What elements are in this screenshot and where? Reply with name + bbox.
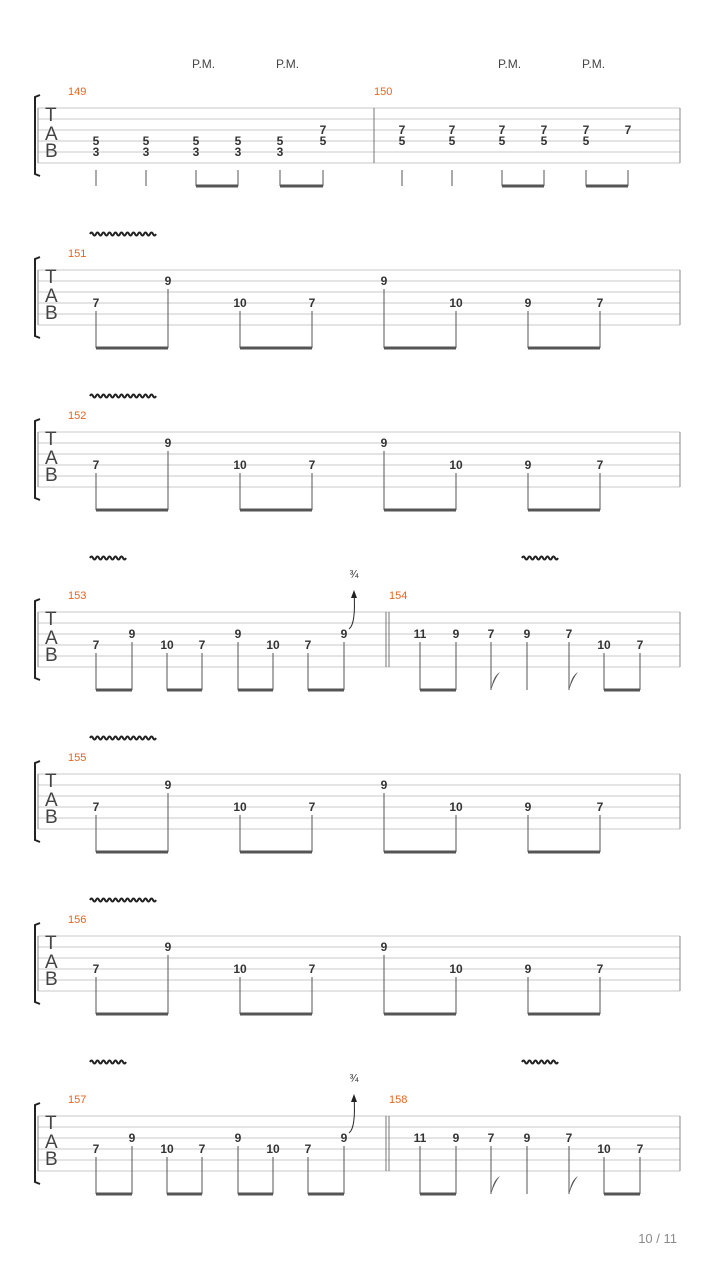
measure-number: 156	[68, 914, 87, 926]
beam	[240, 1013, 312, 1016]
note-flag	[569, 1176, 578, 1194]
fret-number: 9	[234, 1131, 242, 1145]
fret-number: 7	[448, 123, 456, 137]
fret-number: 7	[304, 638, 312, 652]
beam	[384, 509, 456, 512]
beam	[96, 851, 168, 854]
measure-number: 151	[68, 248, 87, 260]
fret-number: 3	[234, 145, 242, 159]
fret-number: 9	[523, 627, 531, 641]
tab-letter-b: B	[45, 969, 58, 990]
beam	[308, 1193, 344, 1196]
fret-number: 10	[233, 800, 247, 814]
bend-arrowhead	[351, 1094, 357, 1102]
measure-number: 150	[374, 86, 393, 98]
beam	[528, 1013, 600, 1016]
fret-number: 9	[380, 778, 388, 792]
tab-letter-a: A	[45, 628, 58, 649]
tab-letter-t: T	[45, 429, 57, 450]
beam	[384, 347, 456, 350]
fret-number: 10	[266, 1142, 280, 1156]
fret-number: 10	[266, 638, 280, 652]
fret-number: 5	[234, 134, 242, 148]
beam	[167, 689, 202, 692]
palm-mute-label: P.M.	[276, 57, 300, 71]
tab-letter-a: A	[45, 286, 58, 307]
fret-number: 10	[449, 458, 463, 472]
fret-number: 7	[636, 638, 644, 652]
fret-number: 7	[596, 962, 604, 976]
page-number: 10 / 11	[638, 1231, 677, 1246]
fret-number: 3	[276, 145, 284, 159]
fret-number: 9	[340, 627, 348, 641]
fret-number: 7	[198, 638, 206, 652]
fret-number: 3	[92, 145, 100, 159]
palm-mute-label: P.M.	[192, 57, 216, 71]
beam	[604, 1193, 640, 1196]
beam	[96, 1193, 132, 1196]
tab-letter-b: B	[45, 465, 58, 486]
note-flag	[569, 672, 578, 690]
tab-letter-b: B	[45, 807, 58, 828]
beam	[240, 509, 312, 512]
fret-number: 7	[624, 123, 632, 137]
tab-letter-b: B	[45, 303, 58, 324]
bend-label: ¾	[349, 569, 359, 581]
fret-number: 7	[540, 123, 548, 137]
tab-letter-a: A	[45, 1132, 58, 1153]
fret-number: 7	[596, 458, 604, 472]
fret-number: 7	[308, 458, 316, 472]
fret-number: 9	[128, 627, 136, 641]
bend-label: ¾	[349, 1073, 359, 1085]
vibrato-mark	[90, 899, 156, 902]
fret-number: 10	[233, 296, 247, 310]
tab-letter-b: B	[45, 645, 58, 666]
fret-number: 11	[413, 1131, 427, 1145]
fret-number: 7	[565, 1131, 573, 1145]
bend-arrowhead	[351, 590, 357, 598]
vibrato-mark	[90, 737, 156, 740]
fret-number: 9	[128, 1131, 136, 1145]
vibrato-mark	[90, 233, 156, 236]
fret-number: 5	[582, 134, 590, 148]
tab-letter-b: B	[45, 1149, 58, 1170]
measure-number: 152	[68, 410, 87, 422]
fret-number: 10	[449, 962, 463, 976]
fret-number: 9	[452, 1131, 460, 1145]
tab-letter-a: A	[45, 952, 58, 973]
measure-number: 158	[389, 1094, 408, 1106]
fret-number: 5	[276, 134, 284, 148]
beam	[384, 1013, 456, 1016]
fret-number: 10	[597, 638, 611, 652]
fret-number: 10	[233, 458, 247, 472]
measure-number: 153	[68, 590, 87, 602]
beam	[586, 185, 628, 188]
measure-number: 154	[389, 590, 408, 602]
measure-number: 155	[68, 752, 87, 764]
palm-mute-label: P.M.	[582, 57, 606, 71]
fret-number: 7	[582, 123, 590, 137]
fret-number: 7	[398, 123, 406, 137]
beam	[280, 185, 323, 188]
tab-letter-a: A	[45, 448, 58, 469]
fret-number: 9	[524, 458, 532, 472]
vibrato-mark	[90, 395, 156, 398]
beam	[308, 689, 344, 692]
fret-number: 9	[524, 800, 532, 814]
fret-number: 9	[452, 627, 460, 641]
palm-mute-label: P.M.	[498, 57, 522, 71]
fret-number: 7	[92, 458, 100, 472]
fret-number: 5	[448, 134, 456, 148]
fret-number: 7	[498, 123, 506, 137]
beam	[196, 185, 238, 188]
tab-letter-t: T	[45, 609, 57, 630]
beam	[420, 689, 456, 692]
beam	[420, 1193, 456, 1196]
fret-number: 7	[319, 123, 327, 137]
beam	[502, 185, 544, 188]
fret-number: 7	[198, 1142, 206, 1156]
fret-number: 10	[233, 962, 247, 976]
tab-letter-t: T	[45, 771, 57, 792]
fret-number: 9	[164, 436, 172, 450]
fret-number: 7	[308, 962, 316, 976]
note-flag	[491, 1176, 500, 1194]
beam	[167, 1193, 202, 1196]
beam	[96, 689, 132, 692]
tab-letter-t: T	[45, 267, 57, 288]
fret-number: 11	[413, 627, 427, 641]
fret-number: 9	[380, 274, 388, 288]
fret-number: 7	[487, 1131, 495, 1145]
beam	[528, 851, 600, 854]
beam	[528, 509, 600, 512]
beam	[238, 689, 273, 692]
fret-number: 7	[92, 800, 100, 814]
fret-number: 5	[398, 134, 406, 148]
fret-number: 7	[487, 627, 495, 641]
tab-letter-t: T	[45, 1113, 57, 1134]
beam	[96, 347, 168, 350]
fret-number: 9	[234, 627, 242, 641]
tab-letter-t: T	[45, 105, 57, 126]
fret-number: 7	[596, 296, 604, 310]
tab-letter-a: A	[45, 124, 58, 145]
fret-number: 7	[92, 638, 100, 652]
fret-number: 7	[596, 800, 604, 814]
fret-number: 10	[597, 1142, 611, 1156]
tab-letter-b: B	[45, 141, 58, 162]
vibrato-mark	[90, 557, 126, 560]
fret-number: 10	[449, 800, 463, 814]
fret-number: 9	[380, 940, 388, 954]
fret-number: 7	[304, 1142, 312, 1156]
fret-number: 5	[142, 134, 150, 148]
fret-number: 7	[92, 1142, 100, 1156]
fret-number: 7	[92, 962, 100, 976]
fret-number: 9	[524, 962, 532, 976]
beam	[604, 689, 640, 692]
fret-number: 9	[164, 940, 172, 954]
fret-number: 9	[340, 1131, 348, 1145]
fret-number: 5	[319, 134, 327, 148]
fret-number: 9	[524, 296, 532, 310]
fret-number: 7	[308, 800, 316, 814]
fret-number: 10	[449, 296, 463, 310]
fret-number: 7	[565, 627, 573, 641]
fret-number: 5	[92, 134, 100, 148]
note-flag	[491, 672, 500, 690]
tab-letter-a: A	[45, 790, 58, 811]
fret-number: 3	[142, 145, 150, 159]
fret-number: 9	[523, 1131, 531, 1145]
fret-number: 3	[192, 145, 200, 159]
tab-letter-t: T	[45, 933, 57, 954]
fret-number: 7	[92, 296, 100, 310]
fret-number: 10	[160, 1142, 174, 1156]
fret-number: 9	[164, 778, 172, 792]
fret-number: 9	[380, 436, 388, 450]
fret-number: 5	[540, 134, 548, 148]
measure-number: 149	[68, 86, 87, 98]
fret-number: 5	[498, 134, 506, 148]
beam	[240, 851, 312, 854]
beam	[96, 1013, 168, 1016]
vibrato-mark	[90, 1061, 126, 1064]
beam	[240, 347, 312, 350]
fret-number: 7	[636, 1142, 644, 1156]
beam	[238, 1193, 273, 1196]
fret-number: 10	[160, 638, 174, 652]
fret-number: 5	[192, 134, 200, 148]
fret-number: 7	[308, 296, 316, 310]
vibrato-mark	[522, 1061, 558, 1064]
beam	[528, 347, 600, 350]
fret-number: 9	[164, 274, 172, 288]
beam	[384, 851, 456, 854]
measure-number: 157	[68, 1094, 87, 1106]
vibrato-mark	[522, 557, 558, 560]
beam	[96, 509, 168, 512]
